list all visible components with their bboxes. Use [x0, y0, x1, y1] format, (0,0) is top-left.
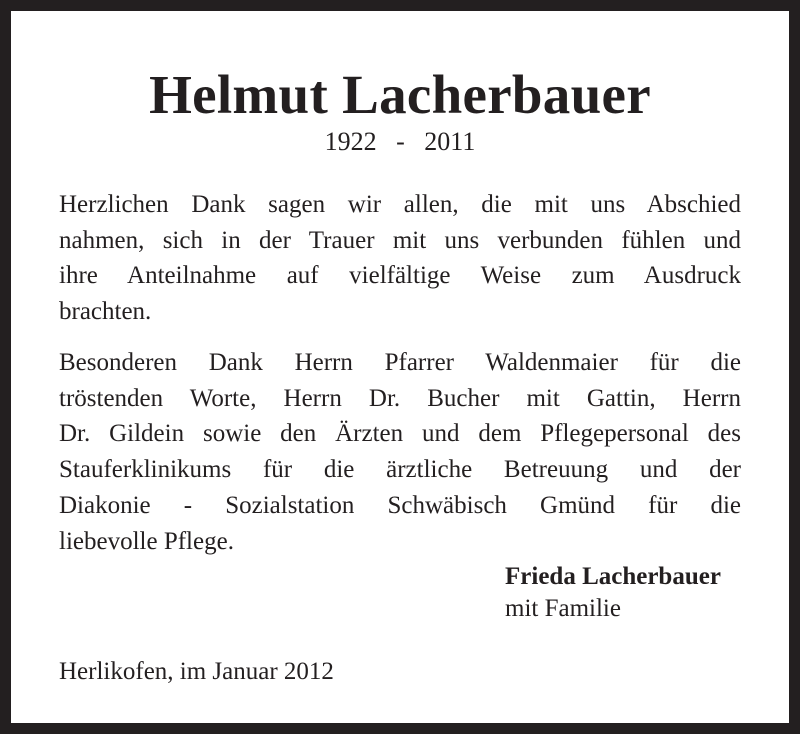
paragraph-line: brachten. — [59, 298, 152, 326]
paragraph-line: Diakonie - Sozialstation Schwäbisch Gmünd für die — [59, 491, 741, 519]
signature-block — [505, 561, 721, 625]
paragraph-line: Herzlichen Dank sagen wir allen, die mit uns Abschied — [59, 191, 741, 218]
paragraph-line: liebevolle Pflege. — [59, 527, 234, 555]
thanks-paragraph — [59, 187, 741, 330]
paragraph-line: Besonderen Dank Herrn Pfarrer Waldenmaier für die — [59, 349, 741, 376]
paragraph-line: tröstenden Worte, Herrn Dr. Bucher mit Gattin, Herrn — [59, 384, 741, 412]
life-years: 1922 - 2011 — [324, 127, 476, 156]
signature-name: Frieda Lacherbauer — [505, 563, 721, 590]
paragraph-line: ihre Anteilnahme auf vielfältige Weise zum Ausdruck — [59, 262, 741, 290]
special-thanks-paragraph — [59, 345, 741, 559]
paragraph-line: nahmen, sich in der Trauer mit uns verbunden fühlen und — [59, 226, 741, 254]
signature-family: mit Familie — [505, 595, 621, 622]
paragraph-line: Stauferklinikums für die ärztliche Betreuung und der — [59, 456, 741, 484]
paragraph-line: Dr. Gildein sowie den Ärzten und dem Pflegepersonal des — [59, 420, 741, 448]
deceased-name: Helmut Lacherbauer — [149, 64, 651, 125]
place-and-date: Herlikofen, im Januar 2012 — [59, 658, 334, 685]
